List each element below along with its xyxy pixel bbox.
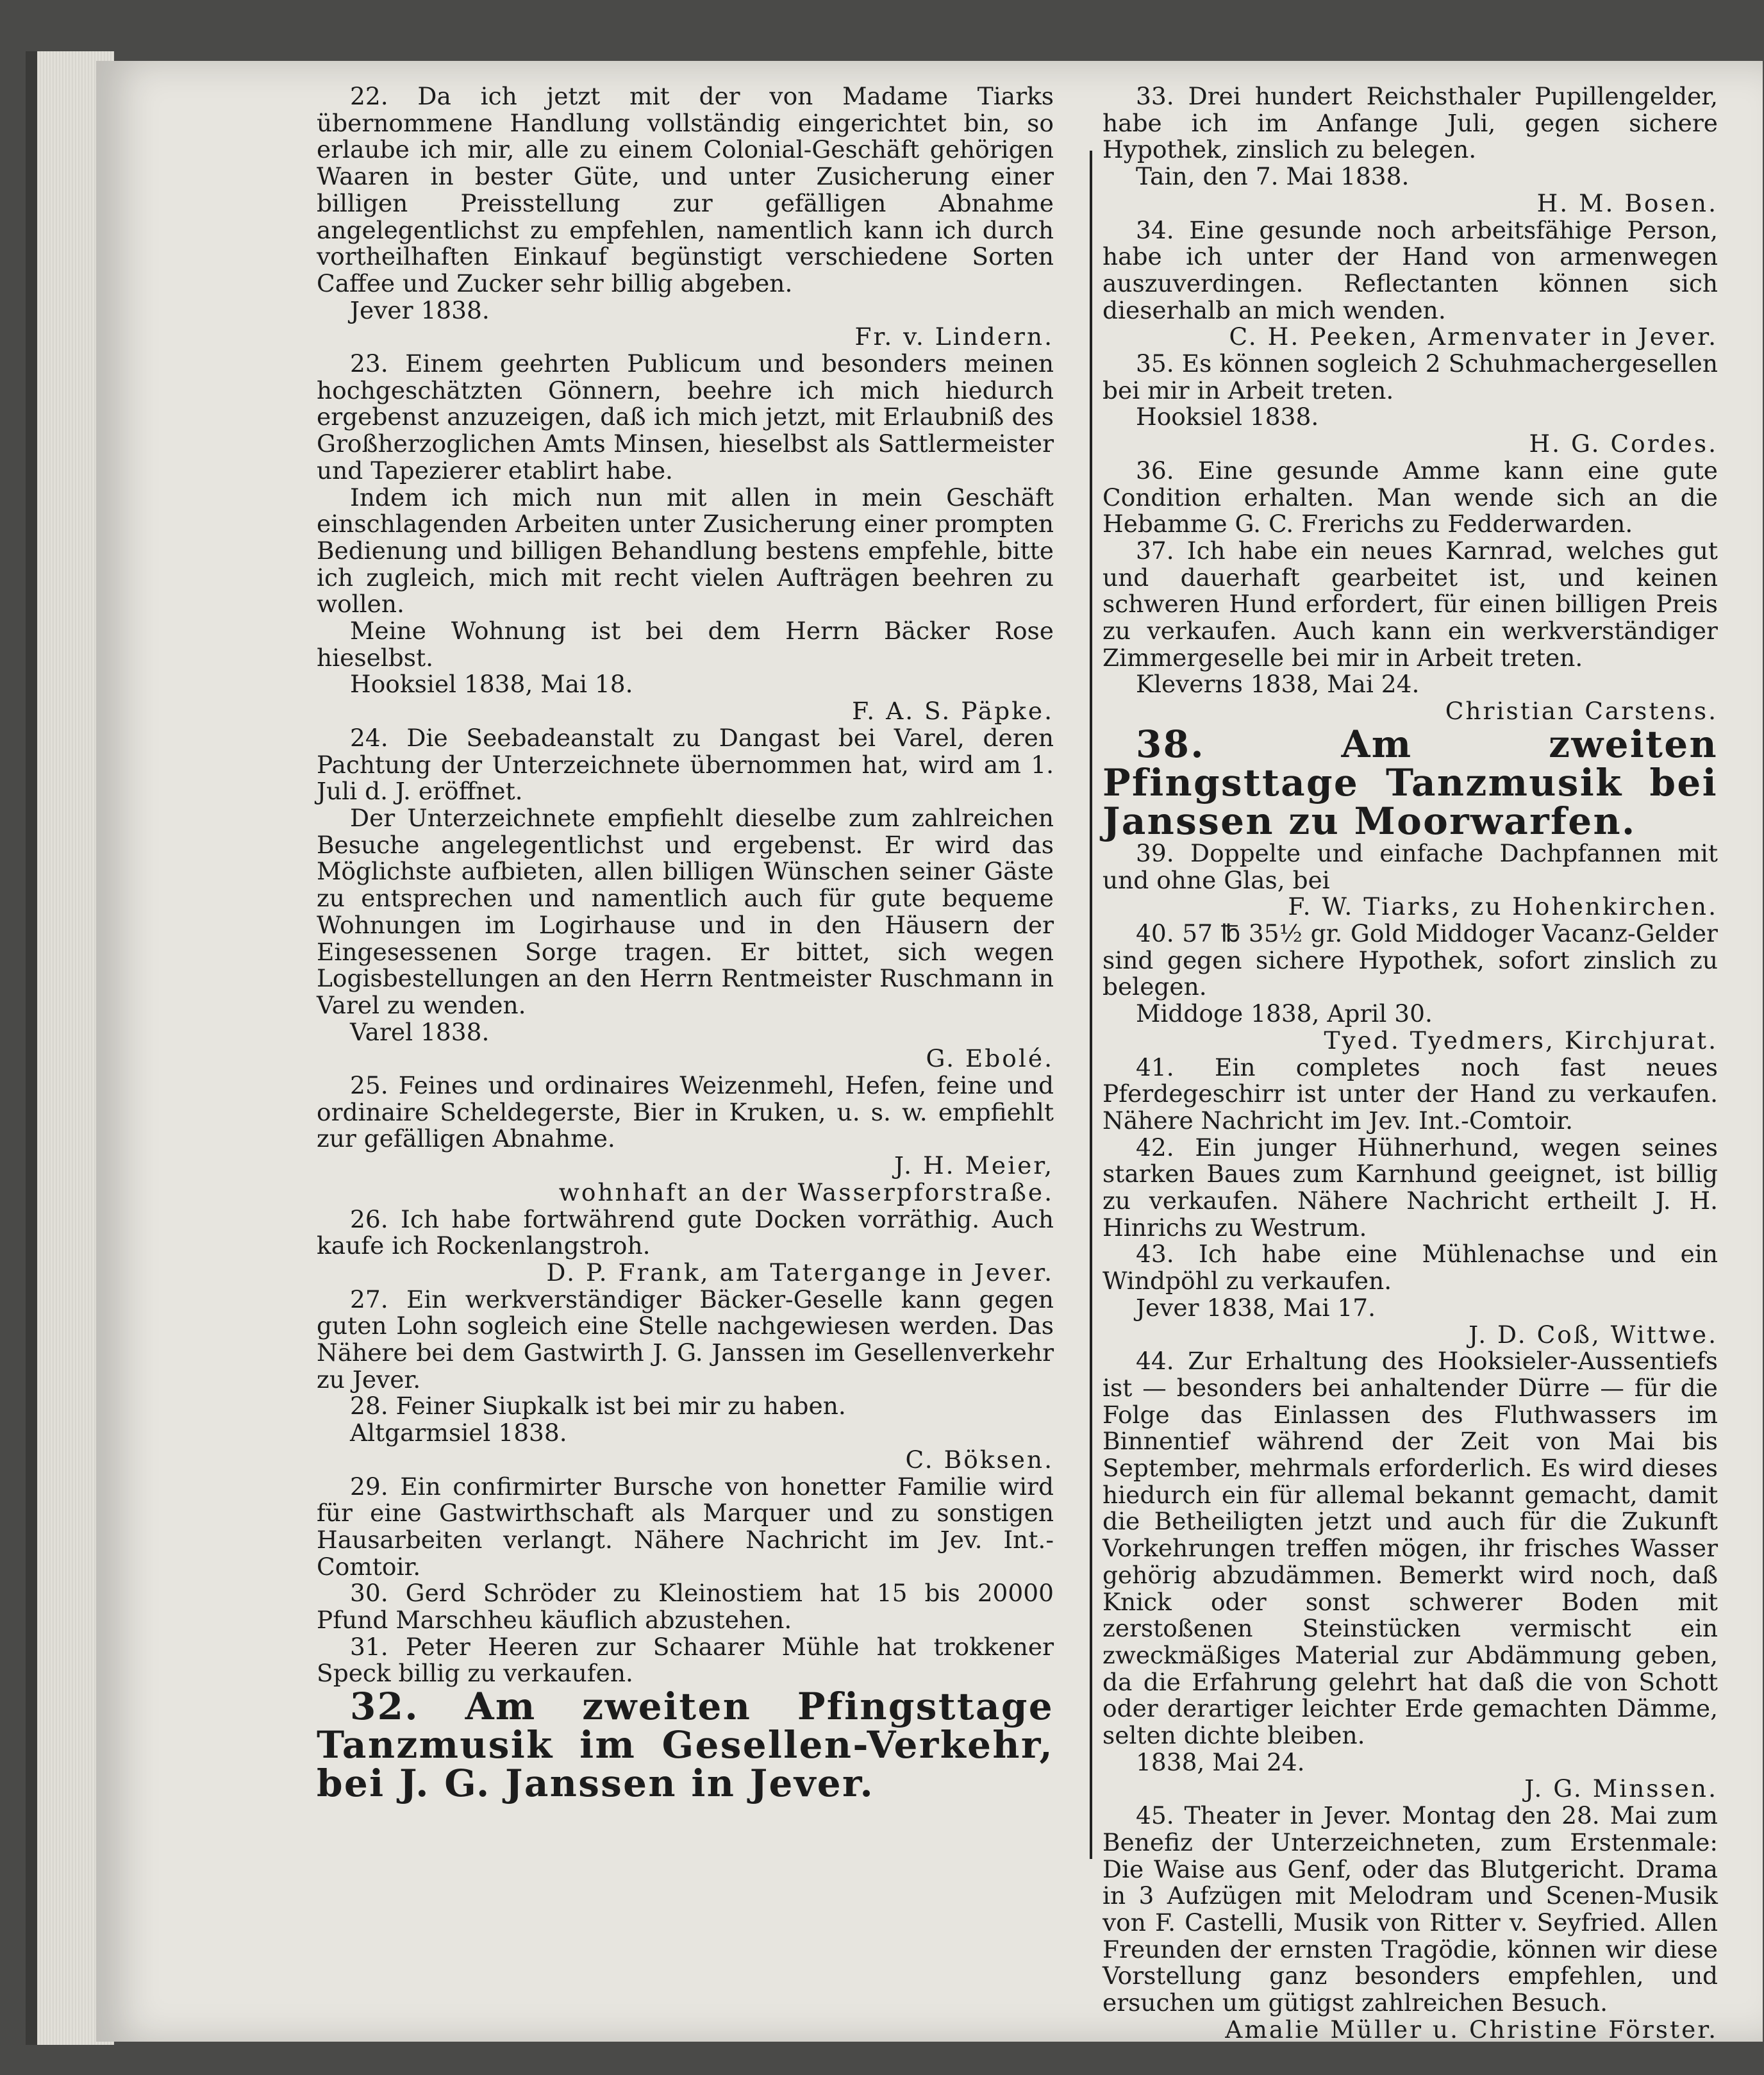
notice-text: 30. Gerd Schröder zu Kleinostiem hat 15 bis 20000 Pfund Marschheu käuflich abzustehen. xyxy=(317,1579,1054,1635)
signature: D. P. Frank, am Tatergange in Jever. xyxy=(546,1258,1054,1287)
signature: J. D. Coß, Wittwe. xyxy=(1469,1320,1718,1349)
notice-text: 41. Ein completes noch fast neues Pferdegeschirr ist unter der Hand zu verkaufen. Nähere Nachricht im Jev. Int.-Comtoir. xyxy=(1102,1053,1718,1135)
notice-text: 27. Ein werkverständiger Bäcker-Geselle kann gegen guten Lohn sogleich eine Stelle nachgewiesen werden. Das Nähere bei dem Gastwirth J. G. Janssen im Gesellenverkehr zu Jever. xyxy=(317,1285,1054,1394)
signature: J. H. Meier, xyxy=(894,1151,1054,1180)
place-date: Hooksiel 1838. xyxy=(1136,403,1319,431)
signature: C. H. Peeken, Armenvater in Jever. xyxy=(1229,322,1718,351)
notice-text: Indem ich mich nun mit allen in mein Geschäft einschlagenden Arbeiten unter Zusicherung einer prompten Bedienung und billigen Behandlung bestens empfehle, bitte ich zugleich, mich mit recht vielen Aufträgen beehren zu wollen. xyxy=(317,483,1054,619)
column-rule xyxy=(1090,151,1092,1859)
notice-text: 36. Eine gesunde Amme kann eine gute Condition erhalten. Man wende sich an die Hebamme G. C. Frerichs zu Fedderwarden. xyxy=(1102,456,1718,538)
signature: Tyed. Tyedmers, Kirchjurat. xyxy=(1324,1026,1718,1054)
place-date: 1838, Mai 24. xyxy=(1136,1747,1305,1776)
headline-notice: 32. Am zweiten Pfingsttage Tanzmusik im Gesellen-Verkehr, bei J. G. Janssen in Jever. xyxy=(317,1685,1054,1806)
notice-text: 26. Ich habe fortwährend gute Docken vorräthig. Auch kaufe ich Rockenlangstroh. xyxy=(317,1204,1054,1260)
signature: H. G. Cordes. xyxy=(1529,429,1718,458)
notice-text: 42. Ein junger Hühnerhund, wegen seines starken Baues zum Karnhund geeignet, ist billig zu verkaufen. Nähere Nachricht ertheilt J. H. Hinrichs zu Westrum. xyxy=(1102,1133,1718,1242)
notice-text: 28. Feiner Siupkalk ist bei mir zu haben. xyxy=(350,1392,846,1421)
signature: F. W. Tiarks, zu Hohenkirchen. xyxy=(1288,892,1718,921)
notice-text: 25. Feines und ordinaires Weizenmehl, Hefen, feine und ordinaire Scheldegerste, Bier in Kruken, u. s. w. empfiehlt zur gefälligen Abnahme. xyxy=(317,1071,1054,1153)
place-date: Middoge 1838, April 30. xyxy=(1136,999,1433,1028)
notice-text: 24. Die Seebadeanstalt zu Dangast bei Varel, deren Pachtung der Unterzeichnete übernommen hat, wird am 1. Juli d. J. eröffnet. xyxy=(317,723,1054,806)
signature: J. G. Minssen. xyxy=(1524,1774,1718,1803)
signature: G. Ebolé. xyxy=(926,1044,1054,1073)
headline-notice: 38. Am zweiten Pfingsttage Tanzmusik bei Janssen zu Moorwarfen. xyxy=(1102,722,1718,843)
signature: Amalie Müller u. Christine Förster. xyxy=(1225,2015,1718,2044)
right-column xyxy=(1102,83,1718,2044)
place-date: Kleverns 1838, Mai 24. xyxy=(1136,670,1420,699)
signature: wohnhaft an der Wasserpforstraße. xyxy=(558,1178,1054,1206)
place-date: Jever 1838. xyxy=(350,296,490,324)
signature: Christian Carstens. xyxy=(1445,697,1718,726)
notice-text: Meine Wohnung ist bei dem Herrn Bäcker Rose hieselbst. xyxy=(317,617,1054,672)
notice-text: 35. Es können sogleich 2 Schuhmachergesellen bei mir in Arbeit treten. xyxy=(1102,349,1718,404)
place-date: Hooksiel 1838, Mai 18. xyxy=(350,670,633,699)
place-date: Altgarmsiel 1838. xyxy=(350,1419,567,1447)
notice-text: 29. Ein confirmirter Bursche von honetter Familie wird für eine Gastwirthschaft als Marquer und zu sonstigen Hausarbeiten verlangt. Nähere Nachricht im Jev. Int.-Comtoir. xyxy=(317,1472,1054,1581)
place-date: Varel 1838. xyxy=(350,1017,490,1046)
notice-text: 43. Ich habe eine Mühlenachse und ein Windpöhl zu verkaufen. xyxy=(1102,1240,1718,1296)
place-date: Tain, den 7. Mai 1838. xyxy=(1136,162,1410,191)
notice-text: 45. Theater in Jever. Montag den 28. Mai zum Benefiz der Unterzeichneten, zum Erstenmale: Die Waise aus Genf, oder das Blutgericht. Drama in 3 Aufzügen mit Melodram und Scenen-Musik von F. Castelli, Musik von Ritter v. Seyfried. Allen Freunden der ernsten Tragödie, können wir diese Vorstellung ganz besonders empfehlen, und ersuchen um gütigst zahlreichen Besuch. xyxy=(1102,1801,1718,2017)
place-date: Jever 1838, Mai 17. xyxy=(1136,1293,1376,1322)
signature: Fr. v. Lindern. xyxy=(854,322,1054,351)
notice-text: 34. Eine gesunde noch arbeitsfähige Person, habe ich unter der Hand von armenwegen auszuverdingen. Reflectanten können sich dieserhalb an mich wenden. xyxy=(1102,215,1718,324)
notice-text: 33. Drei hundert Reichsthaler Pupillengelder, habe ich im Anfange Juli, gegen sichere Hypothek, zinslich zu belegen. xyxy=(1102,82,1718,164)
notice-text: 39. Doppelte und einfache Dachpfannen mit und ohne Glas, bei xyxy=(1102,838,1718,894)
signature: F. A. S. Päpke. xyxy=(852,697,1054,726)
notice-text: 23. Einem geehrten Publicum und besonders meinen hochgeschätzten Gönnern, beehre ich mich hiedurch ergebenst anzuzeigen, daß ich mich jetzt, mit Erlaubniß des Großherzoglichen Amts Minsen, hieselbst als Sattlermeister und Tapezierer etablirt habe. xyxy=(317,349,1054,485)
notice-text: Der Unterzeichnete empfiehlt dieselbe zum zahlreichen Besuche angelegentlichst und ergebenst. Er wird das Möglichste aufbieten, allen billigen Wünschen seiner Gäste zu entsprechen und namentlich auch für gute bequeme Wohnungen im Logirhause und in den Häusern der Eingesessenen Sorge tragen. Er bittet, sich wegen Logisbestellungen an den Herrn Rentmeister Ruschmann in Varel zu wenden. xyxy=(317,803,1054,1019)
notice-text: 37. Ich habe ein neues Karnrad, welches gut und dauerhaft gearbeitet ist, und keinen schweren Hund erfordert, für einen billigen Preis zu verkaufen. Auch kann ein werkverständiger Zimmergeselle bei mir in Arbeit treten. xyxy=(1102,536,1718,672)
left-column xyxy=(317,82,1054,1806)
notice-text: 44. Zur Erhaltung des Hooksieler-Aussentiefs ist — besonders bei anhaltender Dürre — für die Folge das Einlassen des Fluthwassers im Binnentief während der Zeit von Mai bis September, mehrmals erforderlich. Es wird dieses hiedurch ein für allemal bekannt gemacht, damit die Betheiligten jetzt und auch für die Zukunft Vorkehrungen treffen mögen, ihr frisches Wasser gehörig abzudämmen. Bemerkt wird noch, daß Knick oder sonst schwerer Boden mit zerstoßenen Steinstücken vermischt ein zweckmäßiges Material zur Abdämmung geben, da die Erfahrung gelehrt hat daß die von Schott oder derartiger leichter Erde gemachten Dämme, selten dichte bleiben. xyxy=(1102,1347,1718,1750)
notice-text: 40. 57 ℔ 35½ gr. Gold Middoger Vacanz-Gelder sind gegen sichere Hypothek, sofort zinslich zu belegen. xyxy=(1102,919,1718,1001)
notice-text: 22. Da ich jetzt mit der von Madame Tiarks übernommene Handlung vollständig eingerichtet bin, so erlaube ich mir, alle zu einem Colonial-Geschäft gehörigen Waaren in bester Güte, und unter Zusicherung einer billigen Preisstellung zur gefälligen Abnahme angelegentlichst zu empfehlen, namentlich kann ich durch vortheilhaften Einkauf begünstigt verschiedene Sorten Caffee und Zucker sehr billig abgeben. xyxy=(317,82,1054,297)
signature: C. Böksen. xyxy=(905,1445,1054,1474)
notice-text: 31. Peter Heeren zur Schaarer Mühle hat trokkener Speck billig zu verkaufen. xyxy=(317,1632,1054,1688)
signature: H. M. Bosen. xyxy=(1536,188,1718,217)
